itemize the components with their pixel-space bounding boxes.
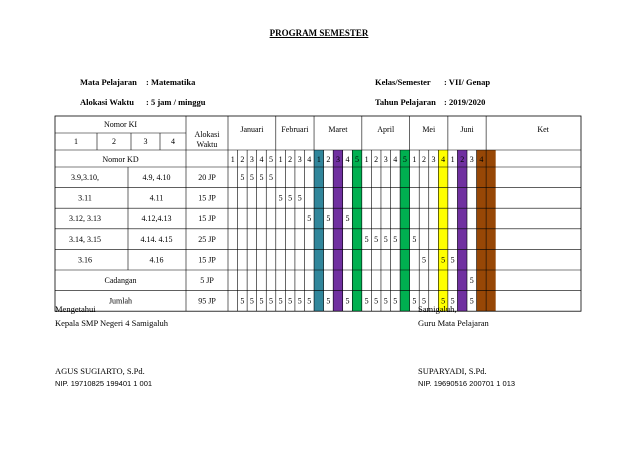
- kd4-cell: 4.14. 4.15: [140, 234, 173, 244]
- kd3-cell: 3.14, 3.15: [69, 234, 101, 244]
- page-title: PROGRAM SEMESTER: [269, 28, 369, 38]
- week-cell: 5: [374, 296, 379, 306]
- week-number: 1: [316, 155, 321, 164]
- week-cell: 5: [364, 296, 369, 306]
- week-cell: 5: [345, 296, 350, 306]
- week-cell: 5: [412, 296, 417, 306]
- kd4-cell: 4.9, 4.10: [142, 173, 171, 182]
- week-cell: 5: [278, 193, 283, 203]
- alokasi-label: Alokasi Waktu: [80, 97, 134, 107]
- week-number: 4: [345, 155, 350, 164]
- week-number: 5: [402, 155, 407, 164]
- week-cell: 5: [240, 296, 245, 306]
- colored-week-column: [438, 150, 448, 311]
- colored-week-column: [400, 150, 410, 311]
- week-cell: 5: [374, 234, 379, 244]
- waktu-header: Waktu: [196, 140, 218, 149]
- month-header: Maret: [328, 125, 348, 134]
- week-number: 1: [278, 155, 283, 164]
- left-sign-line2: Kepala SMP Negeri 4 Samigaluh: [55, 318, 168, 328]
- month-header: Februari: [281, 125, 309, 134]
- jp-cell: 15 JP: [198, 214, 216, 224]
- week-cell: 5: [269, 296, 274, 306]
- week-cell: 5: [240, 173, 245, 182]
- week-cell: 5: [383, 234, 388, 244]
- month-header: Juni: [460, 125, 474, 134]
- alokasi-header: Alokasi: [194, 130, 220, 139]
- week-cell: 5: [469, 296, 474, 306]
- week-number: 1: [364, 155, 369, 164]
- week-cell: 5: [259, 173, 264, 182]
- jp-cell: 20 JP: [198, 173, 216, 182]
- ki-col-header: 3: [143, 137, 148, 146]
- jp-cell: 15 JP: [198, 255, 216, 265]
- week-cell: 5: [393, 296, 398, 306]
- mapel-label: Mata Pelajaran: [80, 77, 137, 87]
- week-cell: 5: [393, 234, 398, 244]
- ket-header: Ket: [537, 125, 549, 134]
- kd4-cell: 4.11: [149, 193, 164, 203]
- week-cell: 5: [249, 296, 254, 306]
- week-cell: 5: [297, 193, 302, 203]
- week-number: 5: [269, 155, 274, 164]
- week-cell: 5: [297, 296, 302, 306]
- colored-week-column: [457, 150, 467, 311]
- week-number: 2: [240, 155, 245, 164]
- week-cell: 5: [441, 255, 446, 265]
- week-cell: 5: [307, 214, 312, 224]
- summary-label: Jumlah: [108, 296, 133, 306]
- week-number: 3: [383, 155, 388, 164]
- left-sign-nip: NIP. 19710825 199401 1 001: [55, 379, 153, 388]
- ki-col-header: 1: [74, 137, 78, 146]
- colored-week-column: [314, 150, 324, 311]
- week-number: 1: [230, 155, 235, 164]
- week-number: 4: [259, 155, 264, 164]
- tahun-label: Tahun Pelajaran: [375, 97, 436, 107]
- week-cell: 5: [450, 255, 455, 265]
- week-number: 3: [431, 155, 436, 164]
- week-cell: 5: [259, 296, 264, 306]
- kd4-cell: 4.16: [149, 255, 164, 265]
- colored-week-column: [486, 150, 496, 311]
- kd4-cell: 4.12,4.13: [141, 214, 172, 224]
- jp-cell: 25 JP: [198, 234, 216, 244]
- kd3-cell: 3.9,3.10,: [71, 173, 99, 182]
- week-cell: 5: [412, 234, 417, 244]
- week-cell: 5: [278, 296, 283, 306]
- jp-cell: 15 JP: [198, 193, 216, 203]
- week-number: 1: [450, 155, 455, 164]
- month-header: Mei: [422, 125, 436, 134]
- ki-col-header: 4: [171, 137, 175, 146]
- week-cell: 5: [383, 296, 388, 306]
- week-cell: 5: [421, 296, 426, 306]
- week-cell: 5: [364, 234, 369, 244]
- week-number: 4: [441, 155, 446, 164]
- week-cell: 5: [288, 296, 293, 306]
- colored-week-column: [477, 150, 487, 311]
- kelas-value: : VII/ Genap: [444, 77, 491, 87]
- alokasi-value: : 5 jam / minggu: [146, 97, 206, 107]
- month-header: April: [377, 125, 395, 134]
- left-sign-name: AGUS SUGIARTO, S.Pd.: [55, 366, 145, 376]
- week-cell: 5: [326, 296, 331, 306]
- week-number: 4: [479, 155, 484, 164]
- week-number: 2: [460, 155, 465, 164]
- tahun-value: : 2019/2020: [444, 97, 486, 107]
- left-sign-line1: Mengetahui: [55, 304, 96, 314]
- week-number: 3: [297, 155, 302, 164]
- summary-label: Cadangan: [104, 276, 137, 285]
- week-number: 1: [412, 155, 417, 164]
- week-cell: 5: [249, 173, 254, 182]
- week-cell: 5: [450, 296, 455, 306]
- jp-cell: 95 JP: [198, 296, 216, 306]
- week-cell: 5: [307, 296, 312, 306]
- week-number: 2: [288, 155, 293, 164]
- kd3-cell: 3.12, 3.13: [69, 214, 101, 224]
- nomor-kd-header: Nomor KD: [102, 155, 139, 164]
- colored-week-column: [333, 150, 343, 311]
- nomor-ki-header: Nomor KI: [103, 120, 138, 129]
- jp-cell: 5 JP: [200, 276, 214, 285]
- week-cell: 5: [269, 173, 274, 182]
- week-number: 3: [469, 155, 474, 164]
- right-sign-name: SUPARYADI, S.Pd.: [418, 366, 487, 376]
- week-cell: 5: [469, 276, 474, 285]
- week-number: 2: [326, 155, 331, 164]
- right-sign-line2: Guru Mata Pelajaran: [418, 318, 489, 328]
- week-number: 3: [335, 155, 340, 164]
- week-number: 5: [355, 155, 360, 164]
- right-sign-nip: NIP. 19690516 200701 1 013: [418, 379, 516, 388]
- right-sign-line1: Samigaluh,: [418, 304, 457, 314]
- kelas-label: Kelas/Semester: [375, 77, 431, 87]
- mapel-value: : Matematika: [146, 77, 196, 87]
- ki-col-header: 2: [112, 137, 116, 146]
- kd3-cell: 3.11: [78, 193, 92, 203]
- week-cell: 5: [326, 214, 331, 224]
- week-number: 2: [421, 155, 426, 164]
- week-number: 4: [307, 155, 312, 164]
- colored-week-column: [352, 150, 362, 311]
- week-cell: 5: [441, 296, 446, 306]
- week-number: 2: [374, 155, 379, 164]
- month-header: Januari: [240, 125, 264, 134]
- kd3-cell: 3.16: [78, 255, 92, 265]
- week-cell: 5: [288, 193, 293, 203]
- week-number: 3: [249, 155, 254, 164]
- week-number: 4: [393, 155, 398, 164]
- week-cell: 5: [421, 255, 426, 265]
- week-cell: 5: [345, 214, 350, 224]
